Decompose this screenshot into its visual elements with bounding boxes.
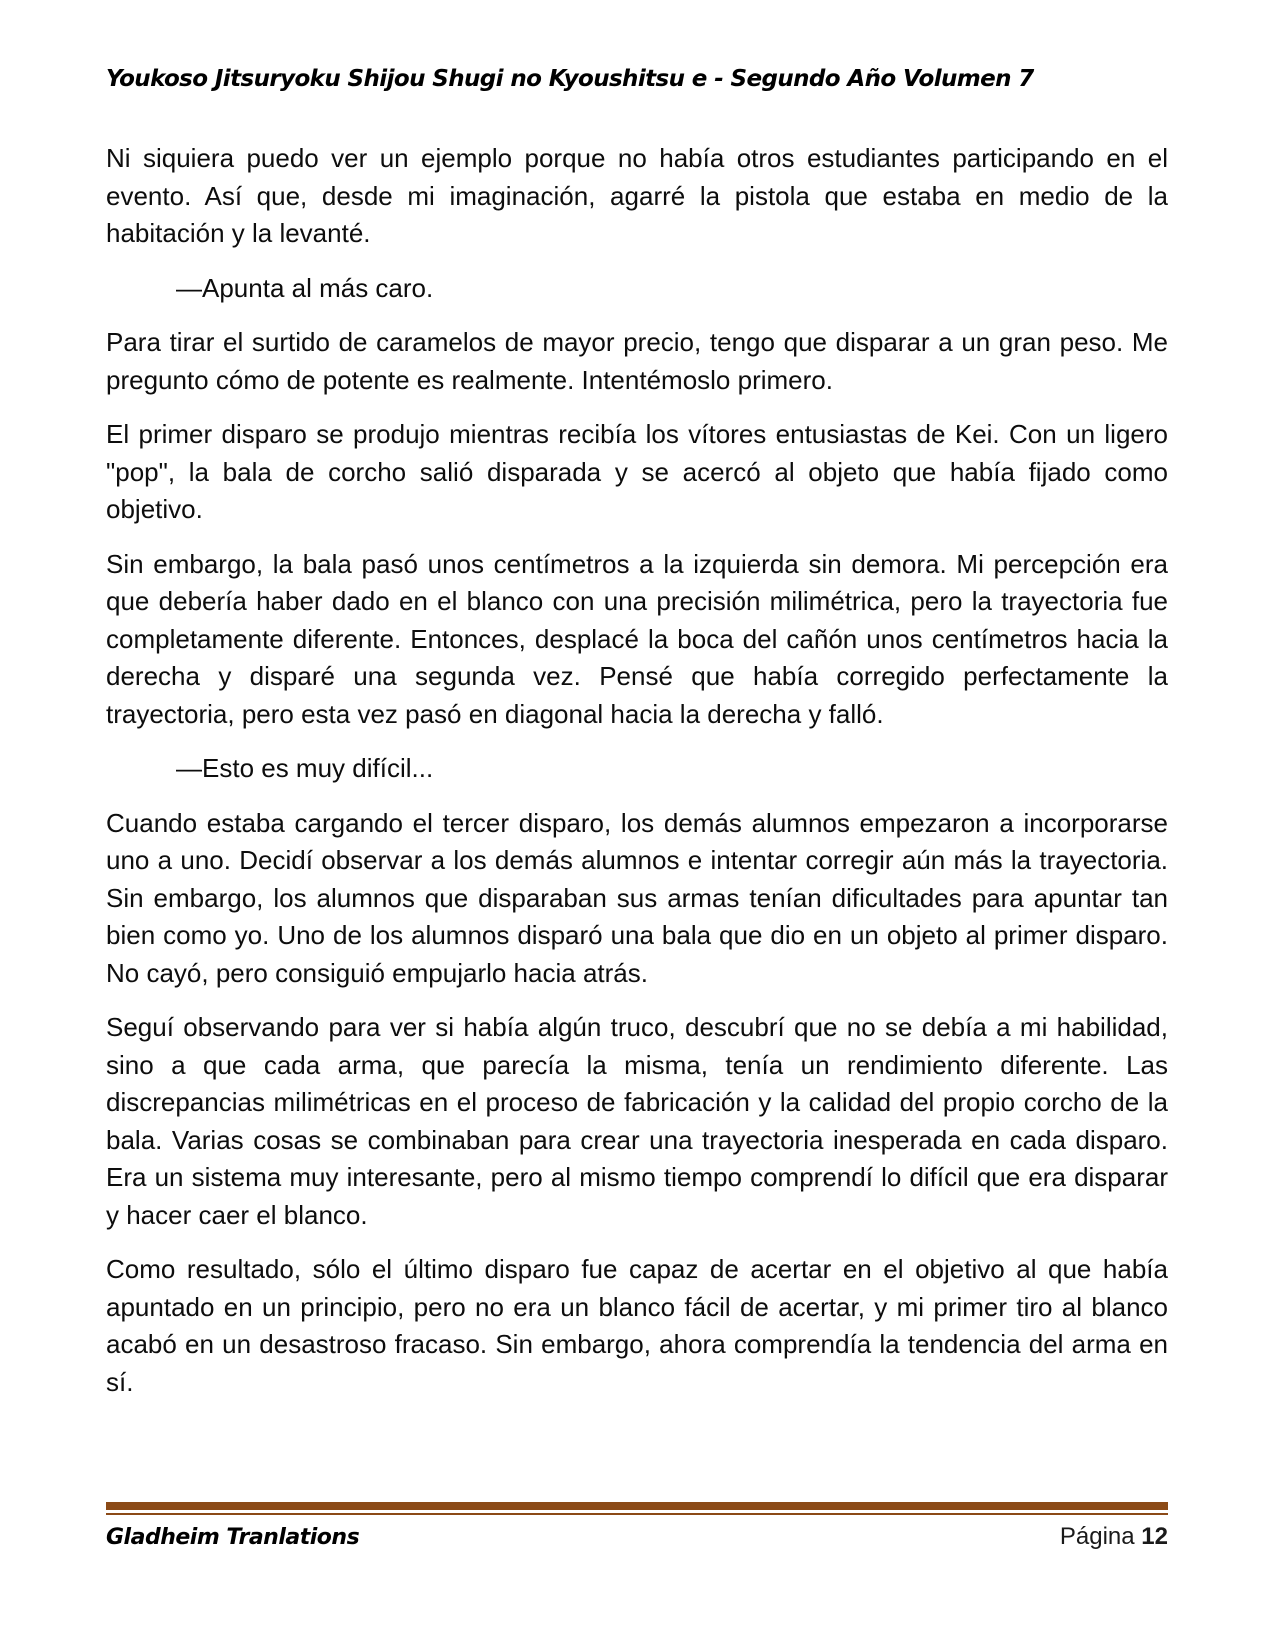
footer-brand: Gladheim Tranlations — [106, 1525, 360, 1550]
page-number-value: 12 — [1141, 1523, 1168, 1550]
paragraph: Seguí observando para ver si había algún truco, descubrí que no se debía a mi habilidad, sino a que cada arma, que parecía la misma, tenía un rendimiento diferente. Las discrepancias milimétricas en el proceso de fabricación y la calidad del propio corcho de la bala. Varias cosas se combinaban para crear una trayectoria inesperada en cada disparo. Era un sistema muy interesante, pero al mismo tiempo comprendí lo difícil que era disparar y hacer caer el blanco. — [106, 1012, 1168, 1230]
footer-row — [106, 1523, 1168, 1551]
document-body — [106, 140, 1168, 1418]
page-number — [1060, 1523, 1168, 1551]
paragraph: Cuando estaba cargando el tercer disparo, los demás alumnos empezaron a incorporarse uno a uno. Decidí observar a los demás alumnos e intentar corregir aún más la trayectoria. Sin embargo, los alumnos que disparaban sus armas tenían dificultades para apuntar tan bien como yo. Uno de los alumnos disparó una bala que dio en un objeto al primer disparo. No cayó, pero consiguió empujarlo hacia atrás. — [106, 807, 1168, 988]
document-footer — [106, 1502, 1168, 1551]
paragraph: —Esto es muy difícil... — [176, 753, 434, 783]
paragraph: Sin embargo, la bala pasó unos centímetros a la izquierda sin demora. Mi percepción era que debería haber dado en el blanco con una precisión milimétrica, pero la trayectoria fue completamente diferente. Entonces, desplacé la boca del cañón unos centímetros hacia la derecha y disparé una segunda vez. Pensé que había corregido perfectamente la trayectoria, pero esta vez pasó en diagonal hacia la derecha y falló. — [106, 548, 1168, 729]
page-number-label: Página — [1059, 1523, 1135, 1550]
footer-rule — [106, 1502, 1168, 1515]
paragraph: Como resultado, sólo el último disparo fue capaz de acertar en el objetivo al que había apuntado en un principio, pero no era un blanco fácil de acertar, y mi primer tiro al blanco acabó en un desastroso fracaso. Sin embargo, ahora comprendía la tendencia del arma en sí. — [106, 1254, 1168, 1397]
document-header — [106, 66, 1168, 92]
paragraph: —Apunta al más caro. — [176, 272, 434, 303]
paragraph: El primer disparo se produjo mientras recibía los vítores entusiastas de Kei. Con un ligero "pop", la bala de corcho salió disparada y se acercó al objeto que había fijado como objetivo. — [106, 419, 1168, 524]
header-title: Youkoso Jitsuryoku Shijou Shugi no Kyoushitsu e - Segundo Año Volumen 7 — [106, 66, 1034, 92]
paragraph: Ni siquiera puedo ver un ejemplo porque no había otros estudiantes participando en el evento. Así que, desde mi imaginación, agarré la pistola que estaba en medio de la habitación y la levanté. — [106, 143, 1168, 248]
paragraph: Para tirar el surtido de caramelos de mayor precio, tengo que disparar a un gran peso. Me pregunto cómo de potente es realmente. Intentémoslo primero. — [106, 327, 1168, 395]
